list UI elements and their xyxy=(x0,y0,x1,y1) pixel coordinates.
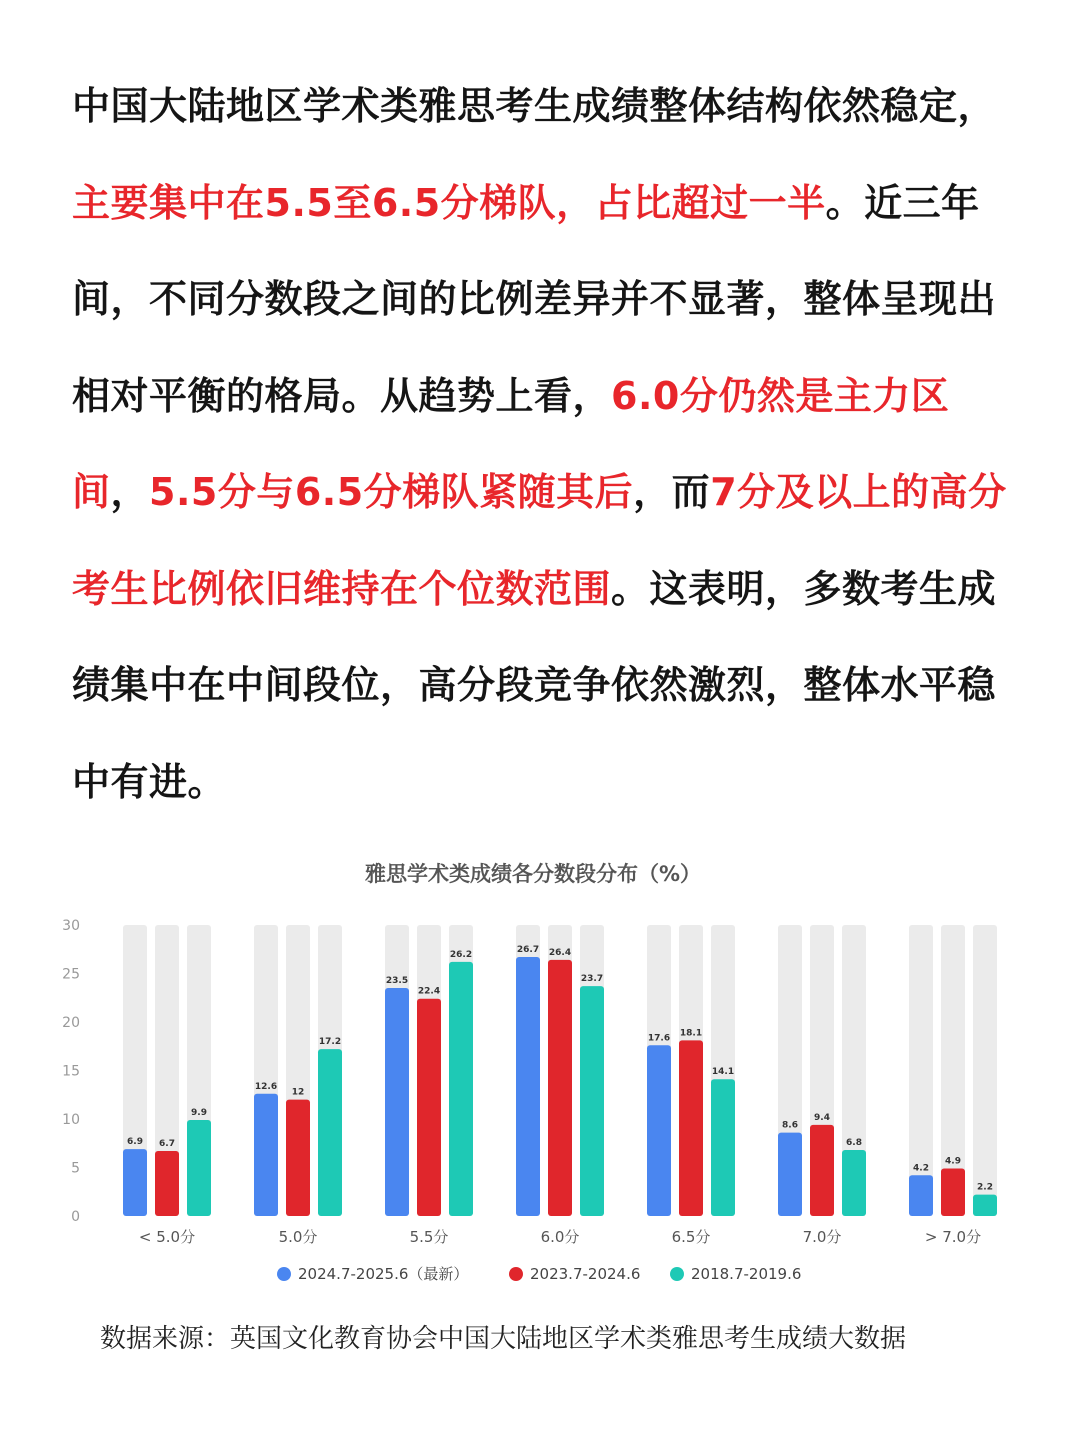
summary-highlight: 7分及以上的高分考生比例依旧维持在个位数范围 xyxy=(72,470,1007,611)
bar xyxy=(548,960,572,1216)
bar-value-label: 22.4 xyxy=(417,986,441,997)
bar-value-label: 26.2 xyxy=(449,949,473,960)
bar-value-label: 23.7 xyxy=(580,974,604,985)
bar-track xyxy=(973,925,997,1216)
bar-value-label: 9.9 xyxy=(191,1107,207,1118)
bar-value-label: 4.9 xyxy=(945,1156,961,1167)
bar-chart xyxy=(40,850,1040,1300)
x-tick-label: < 5.0分 xyxy=(138,1228,196,1246)
bar xyxy=(449,962,473,1216)
bar-value-label: 4.2 xyxy=(913,1163,929,1174)
bar-value-label: 8.6 xyxy=(782,1120,798,1131)
bar-value-label: 2.2 xyxy=(977,1182,993,1193)
bar-value-label: 6.9 xyxy=(127,1137,143,1148)
bar xyxy=(516,957,540,1216)
x-tick-label: 5.0分 xyxy=(278,1228,318,1246)
summary-text: 中国大陆地区学术类雅思考生成绩整体结构依然稳定， xyxy=(72,84,997,128)
bar-value-label: 26.4 xyxy=(548,947,572,958)
bar xyxy=(286,1100,310,1216)
bar xyxy=(711,1079,735,1216)
summary-highlight: 6.0分仍然是主力区间 xyxy=(72,373,950,514)
y-tick-label: 25 xyxy=(62,966,80,983)
chart-title: 雅思学术类成绩各分数段分布（%） xyxy=(364,862,702,886)
x-tick-label: 5.5分 xyxy=(409,1228,449,1246)
summary-text: ，而 xyxy=(633,470,711,514)
bar xyxy=(679,1040,703,1216)
legend-label: 2018.7-2019.6 xyxy=(691,1265,802,1283)
summary-text: 。这表明，多数考生成绩集中在中间段位，高分段竞争依然激烈，整体水平稳中有进。 xyxy=(72,566,997,804)
y-tick-label: 20 xyxy=(62,1015,80,1031)
bar xyxy=(254,1094,278,1216)
bar xyxy=(123,1149,147,1216)
legend-label: 2023.7-2024.6 xyxy=(530,1265,641,1283)
bar-value-label: 26.7 xyxy=(516,945,540,956)
x-tick-label: > 7.0分 xyxy=(924,1228,982,1246)
legend-marker xyxy=(277,1267,291,1281)
y-tick-label: 30 xyxy=(62,918,80,934)
bar xyxy=(842,1150,866,1216)
x-tick-label: 7.0分 xyxy=(802,1228,842,1246)
y-tick-label: 15 xyxy=(62,1063,80,1080)
bar-value-label: 17.6 xyxy=(647,1033,671,1044)
y-tick-label: 10 xyxy=(62,1112,80,1128)
legend-marker xyxy=(509,1267,523,1281)
bar-value-label: 18.1 xyxy=(679,1028,703,1039)
bar xyxy=(810,1125,834,1216)
bar-value-label: 6.7 xyxy=(159,1139,175,1150)
bar xyxy=(778,1133,802,1216)
bar-value-label: 12 xyxy=(291,1087,305,1098)
data-source-note: 数据来源：英国文化教育协会中国大陆地区学术类雅思考生成绩大数据 xyxy=(100,1324,907,1354)
bar xyxy=(941,1168,965,1216)
legend-marker xyxy=(670,1267,684,1281)
bar xyxy=(385,988,409,1216)
x-tick-label: 6.0分 xyxy=(540,1228,580,1246)
summary-highlight: 5.5分与6.5分梯队紧随其后 xyxy=(149,470,634,514)
bar xyxy=(155,1151,179,1216)
chart-container xyxy=(40,850,1040,1300)
bar xyxy=(973,1195,997,1216)
y-tick-label: 0 xyxy=(71,1209,80,1225)
bar xyxy=(909,1175,933,1216)
summary-paragraph xyxy=(72,58,1012,830)
bar xyxy=(580,986,604,1216)
y-tick-label: 5 xyxy=(71,1160,80,1177)
summary-text: 。近三年间，不同分数段之间的比例差异并不显著，整体呈现出相对平衡的格局。从趋势上看， xyxy=(72,180,997,418)
x-tick-label: 6.5分 xyxy=(671,1228,711,1246)
bar xyxy=(187,1120,211,1216)
bar-value-label: 23.5 xyxy=(385,976,409,987)
summary-highlight: 主要集中在5.5至6.5分梯队，占比超过一半 xyxy=(72,180,826,225)
legend-label: 2024.7-2025.6（最新） xyxy=(298,1265,469,1283)
bar xyxy=(417,999,441,1216)
bar-value-label: 14.1 xyxy=(711,1067,735,1078)
summary-text: ， xyxy=(110,470,150,514)
bar-value-label: 17.2 xyxy=(318,1037,342,1048)
bar-value-label: 6.8 xyxy=(846,1138,862,1149)
bar xyxy=(318,1049,342,1216)
bar xyxy=(647,1045,671,1216)
bar-value-label: 9.4 xyxy=(814,1112,830,1123)
bar-value-label: 12.6 xyxy=(254,1081,278,1092)
